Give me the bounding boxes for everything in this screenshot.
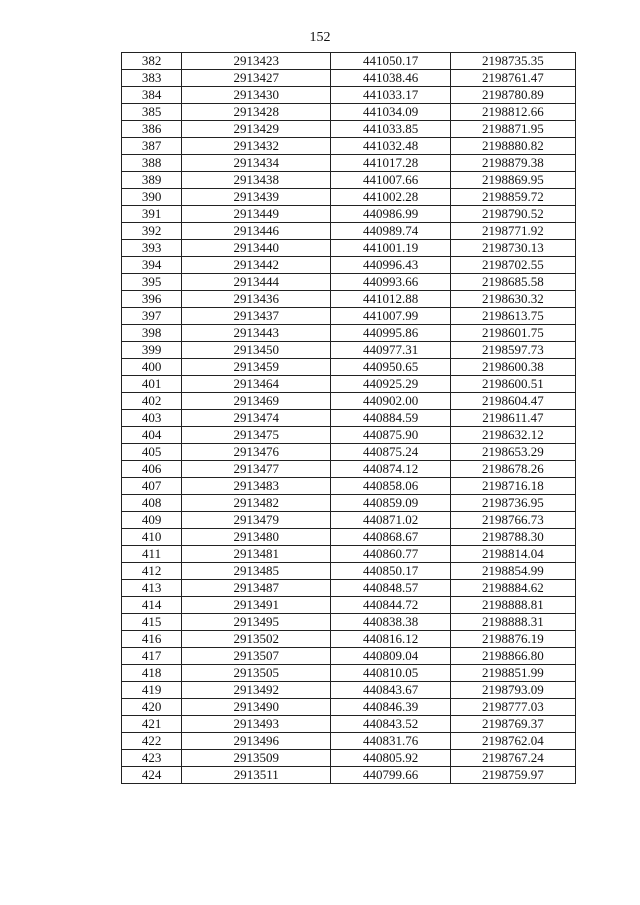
y-coordinate-cell: 2198702.55 xyxy=(450,257,575,274)
x-coordinate-cell: 440875.90 xyxy=(331,427,450,444)
table-row xyxy=(122,478,576,495)
row-number-cell: 398 xyxy=(122,325,182,342)
x-coordinate-cell: 440884.59 xyxy=(331,410,450,427)
y-coordinate-cell: 2198597.73 xyxy=(450,342,575,359)
point-id-cell: 2913495 xyxy=(182,614,331,631)
x-coordinate-cell: 440996.43 xyxy=(331,257,450,274)
point-id-cell: 2913423 xyxy=(182,53,331,70)
point-id-cell: 2913483 xyxy=(182,478,331,495)
x-coordinate-cell: 440902.00 xyxy=(331,393,450,410)
row-number-cell: 416 xyxy=(122,631,182,648)
y-coordinate-cell: 2198613.75 xyxy=(450,308,575,325)
y-coordinate-cell: 2198604.47 xyxy=(450,393,575,410)
x-coordinate-cell: 440844.72 xyxy=(331,597,450,614)
point-id-cell: 2913464 xyxy=(182,376,331,393)
row-number-cell: 401 xyxy=(122,376,182,393)
row-number-cell: 383 xyxy=(122,70,182,87)
x-coordinate-cell: 440950.65 xyxy=(331,359,450,376)
row-number-cell: 421 xyxy=(122,716,182,733)
point-id-cell: 2913449 xyxy=(182,206,331,223)
point-id-cell: 2913439 xyxy=(182,189,331,206)
x-coordinate-cell: 441012.88 xyxy=(331,291,450,308)
row-number-cell: 409 xyxy=(122,512,182,529)
point-id-cell: 2913482 xyxy=(182,495,331,512)
table-row xyxy=(122,665,576,682)
row-number-cell: 399 xyxy=(122,342,182,359)
y-coordinate-cell: 2198611.47 xyxy=(450,410,575,427)
table-row xyxy=(122,546,576,563)
point-id-cell: 2913479 xyxy=(182,512,331,529)
x-coordinate-cell: 441017.28 xyxy=(331,155,450,172)
table-row xyxy=(122,189,576,206)
table-row xyxy=(122,597,576,614)
coordinates-table xyxy=(121,52,576,784)
table-row xyxy=(122,529,576,546)
y-coordinate-cell: 2198780.89 xyxy=(450,87,575,104)
x-coordinate-cell: 440831.76 xyxy=(331,733,450,750)
table-row xyxy=(122,393,576,410)
table-row xyxy=(122,410,576,427)
table-row xyxy=(122,427,576,444)
x-coordinate-cell: 440848.57 xyxy=(331,580,450,597)
point-id-cell: 2913509 xyxy=(182,750,331,767)
y-coordinate-cell: 2198736.95 xyxy=(450,495,575,512)
point-id-cell: 2913475 xyxy=(182,427,331,444)
x-coordinate-cell: 440816.12 xyxy=(331,631,450,648)
row-number-cell: 412 xyxy=(122,563,182,580)
table-row xyxy=(122,206,576,223)
y-coordinate-cell: 2198876.19 xyxy=(450,631,575,648)
y-coordinate-cell: 2198880.82 xyxy=(450,138,575,155)
table-row xyxy=(122,733,576,750)
x-coordinate-cell: 440993.66 xyxy=(331,274,450,291)
table-row xyxy=(122,325,576,342)
y-coordinate-cell: 2198771.92 xyxy=(450,223,575,240)
y-coordinate-cell: 2198814.04 xyxy=(450,546,575,563)
x-coordinate-cell: 440995.86 xyxy=(331,325,450,342)
point-id-cell: 2913436 xyxy=(182,291,331,308)
point-id-cell: 2913438 xyxy=(182,172,331,189)
x-coordinate-cell: 441038.46 xyxy=(331,70,450,87)
point-id-cell: 2913511 xyxy=(182,767,331,784)
y-coordinate-cell: 2198600.51 xyxy=(450,376,575,393)
table-row xyxy=(122,70,576,87)
x-coordinate-cell: 440875.24 xyxy=(331,444,450,461)
table-row xyxy=(122,104,576,121)
y-coordinate-cell: 2198632.12 xyxy=(450,427,575,444)
point-id-cell: 2913493 xyxy=(182,716,331,733)
y-coordinate-cell: 2198790.52 xyxy=(450,206,575,223)
row-number-cell: 420 xyxy=(122,699,182,716)
y-coordinate-cell: 2198735.35 xyxy=(450,53,575,70)
y-coordinate-cell: 2198630.32 xyxy=(450,291,575,308)
table-row xyxy=(122,223,576,240)
y-coordinate-cell: 2198871.95 xyxy=(450,121,575,138)
page-number: 152 xyxy=(309,30,331,45)
row-number-cell: 407 xyxy=(122,478,182,495)
table-body xyxy=(122,53,576,784)
y-coordinate-cell: 2198759.97 xyxy=(450,767,575,784)
table-row xyxy=(122,359,576,376)
y-coordinate-cell: 2198600.38 xyxy=(450,359,575,376)
point-id-cell: 2913459 xyxy=(182,359,331,376)
y-coordinate-cell: 2198888.81 xyxy=(450,597,575,614)
table-row xyxy=(122,444,576,461)
point-id-cell: 2913427 xyxy=(182,70,331,87)
table-row xyxy=(122,767,576,784)
point-id-cell: 2913476 xyxy=(182,444,331,461)
row-number-cell: 405 xyxy=(122,444,182,461)
row-number-cell: 394 xyxy=(122,257,182,274)
y-coordinate-cell: 2198888.31 xyxy=(450,614,575,631)
x-coordinate-cell: 440799.66 xyxy=(331,767,450,784)
table-row xyxy=(122,53,576,70)
point-id-cell: 2913487 xyxy=(182,580,331,597)
row-number-cell: 396 xyxy=(122,291,182,308)
row-number-cell: 404 xyxy=(122,427,182,444)
x-coordinate-cell: 440860.77 xyxy=(331,546,450,563)
point-id-cell: 2913440 xyxy=(182,240,331,257)
x-coordinate-cell: 440843.67 xyxy=(331,682,450,699)
row-number-cell: 385 xyxy=(122,104,182,121)
row-number-cell: 391 xyxy=(122,206,182,223)
point-id-cell: 2913443 xyxy=(182,325,331,342)
row-number-cell: 414 xyxy=(122,597,182,614)
x-coordinate-cell: 440850.17 xyxy=(331,563,450,580)
point-id-cell: 2913446 xyxy=(182,223,331,240)
x-coordinate-cell: 441050.17 xyxy=(331,53,450,70)
row-number-cell: 388 xyxy=(122,155,182,172)
y-coordinate-cell: 2198601.75 xyxy=(450,325,575,342)
row-number-cell: 400 xyxy=(122,359,182,376)
point-id-cell: 2913429 xyxy=(182,121,331,138)
y-coordinate-cell: 2198761.47 xyxy=(450,70,575,87)
x-coordinate-cell: 440838.38 xyxy=(331,614,450,631)
y-coordinate-cell: 2198788.30 xyxy=(450,529,575,546)
y-coordinate-cell: 2198859.72 xyxy=(450,189,575,206)
y-coordinate-cell: 2198678.26 xyxy=(450,461,575,478)
y-coordinate-cell: 2198653.29 xyxy=(450,444,575,461)
table-row xyxy=(122,648,576,665)
row-number-cell: 389 xyxy=(122,172,182,189)
x-coordinate-cell: 440859.09 xyxy=(331,495,450,512)
x-coordinate-cell: 440986.99 xyxy=(331,206,450,223)
table-row xyxy=(122,614,576,631)
row-number-cell: 397 xyxy=(122,308,182,325)
table-row xyxy=(122,274,576,291)
table-row xyxy=(122,342,576,359)
x-coordinate-cell: 440868.67 xyxy=(331,529,450,546)
point-id-cell: 2913502 xyxy=(182,631,331,648)
row-number-cell: 411 xyxy=(122,546,182,563)
table-row xyxy=(122,699,576,716)
point-id-cell: 2913430 xyxy=(182,87,331,104)
table-row xyxy=(122,155,576,172)
row-number-cell: 413 xyxy=(122,580,182,597)
y-coordinate-cell: 2198884.62 xyxy=(450,580,575,597)
point-id-cell: 2913474 xyxy=(182,410,331,427)
row-number-cell: 424 xyxy=(122,767,182,784)
y-coordinate-cell: 2198812.66 xyxy=(450,104,575,121)
x-coordinate-cell: 441007.66 xyxy=(331,172,450,189)
row-number-cell: 386 xyxy=(122,121,182,138)
y-coordinate-cell: 2198869.95 xyxy=(450,172,575,189)
y-coordinate-cell: 2198730.13 xyxy=(450,240,575,257)
point-id-cell: 2913434 xyxy=(182,155,331,172)
x-coordinate-cell: 441002.28 xyxy=(331,189,450,206)
table-row xyxy=(122,172,576,189)
x-coordinate-cell: 440925.29 xyxy=(331,376,450,393)
row-number-cell: 408 xyxy=(122,495,182,512)
x-coordinate-cell: 440843.52 xyxy=(331,716,450,733)
y-coordinate-cell: 2198777.03 xyxy=(450,699,575,716)
point-id-cell: 2913477 xyxy=(182,461,331,478)
row-number-cell: 393 xyxy=(122,240,182,257)
table-row xyxy=(122,121,576,138)
point-id-cell: 2913428 xyxy=(182,104,331,121)
table-row xyxy=(122,461,576,478)
x-coordinate-cell: 440846.39 xyxy=(331,699,450,716)
row-number-cell: 410 xyxy=(122,529,182,546)
x-coordinate-cell: 441034.09 xyxy=(331,104,450,121)
point-id-cell: 2913491 xyxy=(182,597,331,614)
x-coordinate-cell: 441007.99 xyxy=(331,308,450,325)
table-row xyxy=(122,240,576,257)
x-coordinate-cell: 440989.74 xyxy=(331,223,450,240)
x-coordinate-cell: 441033.85 xyxy=(331,121,450,138)
x-coordinate-cell: 440874.12 xyxy=(331,461,450,478)
x-coordinate-cell: 440871.02 xyxy=(331,512,450,529)
y-coordinate-cell: 2198866.80 xyxy=(450,648,575,665)
table-row xyxy=(122,308,576,325)
table-row xyxy=(122,257,576,274)
y-coordinate-cell: 2198767.24 xyxy=(450,750,575,767)
point-id-cell: 2913490 xyxy=(182,699,331,716)
point-id-cell: 2913505 xyxy=(182,665,331,682)
row-number-cell: 387 xyxy=(122,138,182,155)
table-row xyxy=(122,495,576,512)
point-id-cell: 2913496 xyxy=(182,733,331,750)
x-coordinate-cell: 441001.19 xyxy=(331,240,450,257)
table-row xyxy=(122,750,576,767)
x-coordinate-cell: 440809.04 xyxy=(331,648,450,665)
y-coordinate-cell: 2198685.58 xyxy=(450,274,575,291)
y-coordinate-cell: 2198716.18 xyxy=(450,478,575,495)
row-number-cell: 417 xyxy=(122,648,182,665)
row-number-cell: 423 xyxy=(122,750,182,767)
row-number-cell: 422 xyxy=(122,733,182,750)
point-id-cell: 2913480 xyxy=(182,529,331,546)
point-id-cell: 2913492 xyxy=(182,682,331,699)
table-row xyxy=(122,512,576,529)
row-number-cell: 418 xyxy=(122,665,182,682)
x-coordinate-cell: 440977.31 xyxy=(331,342,450,359)
y-coordinate-cell: 2198851.99 xyxy=(450,665,575,682)
row-number-cell: 384 xyxy=(122,87,182,104)
x-coordinate-cell: 440858.06 xyxy=(331,478,450,495)
table-row xyxy=(122,563,576,580)
table-row xyxy=(122,291,576,308)
row-number-cell: 415 xyxy=(122,614,182,631)
y-coordinate-cell: 2198769.37 xyxy=(450,716,575,733)
row-number-cell: 419 xyxy=(122,682,182,699)
point-id-cell: 2913450 xyxy=(182,342,331,359)
point-id-cell: 2913481 xyxy=(182,546,331,563)
row-number-cell: 390 xyxy=(122,189,182,206)
y-coordinate-cell: 2198854.99 xyxy=(450,563,575,580)
row-number-cell: 406 xyxy=(122,461,182,478)
table-row xyxy=(122,631,576,648)
row-number-cell: 392 xyxy=(122,223,182,240)
point-id-cell: 2913432 xyxy=(182,138,331,155)
point-id-cell: 2913442 xyxy=(182,257,331,274)
point-id-cell: 2913469 xyxy=(182,393,331,410)
table-row xyxy=(122,376,576,393)
point-id-cell: 2913444 xyxy=(182,274,331,291)
point-id-cell: 2913507 xyxy=(182,648,331,665)
row-number-cell: 395 xyxy=(122,274,182,291)
table-row xyxy=(122,138,576,155)
point-id-cell: 2913485 xyxy=(182,563,331,580)
x-coordinate-cell: 441032.48 xyxy=(331,138,450,155)
row-number-cell: 403 xyxy=(122,410,182,427)
table-row xyxy=(122,716,576,733)
x-coordinate-cell: 441033.17 xyxy=(331,87,450,104)
point-id-cell: 2913437 xyxy=(182,308,331,325)
table-row xyxy=(122,682,576,699)
row-number-cell: 402 xyxy=(122,393,182,410)
table-row xyxy=(122,580,576,597)
row-number-cell: 382 xyxy=(122,53,182,70)
y-coordinate-cell: 2198766.73 xyxy=(450,512,575,529)
table-row xyxy=(122,87,576,104)
y-coordinate-cell: 2198879.38 xyxy=(450,155,575,172)
x-coordinate-cell: 440810.05 xyxy=(331,665,450,682)
x-coordinate-cell: 440805.92 xyxy=(331,750,450,767)
y-coordinate-cell: 2198762.04 xyxy=(450,733,575,750)
y-coordinate-cell: 2198793.09 xyxy=(450,682,575,699)
